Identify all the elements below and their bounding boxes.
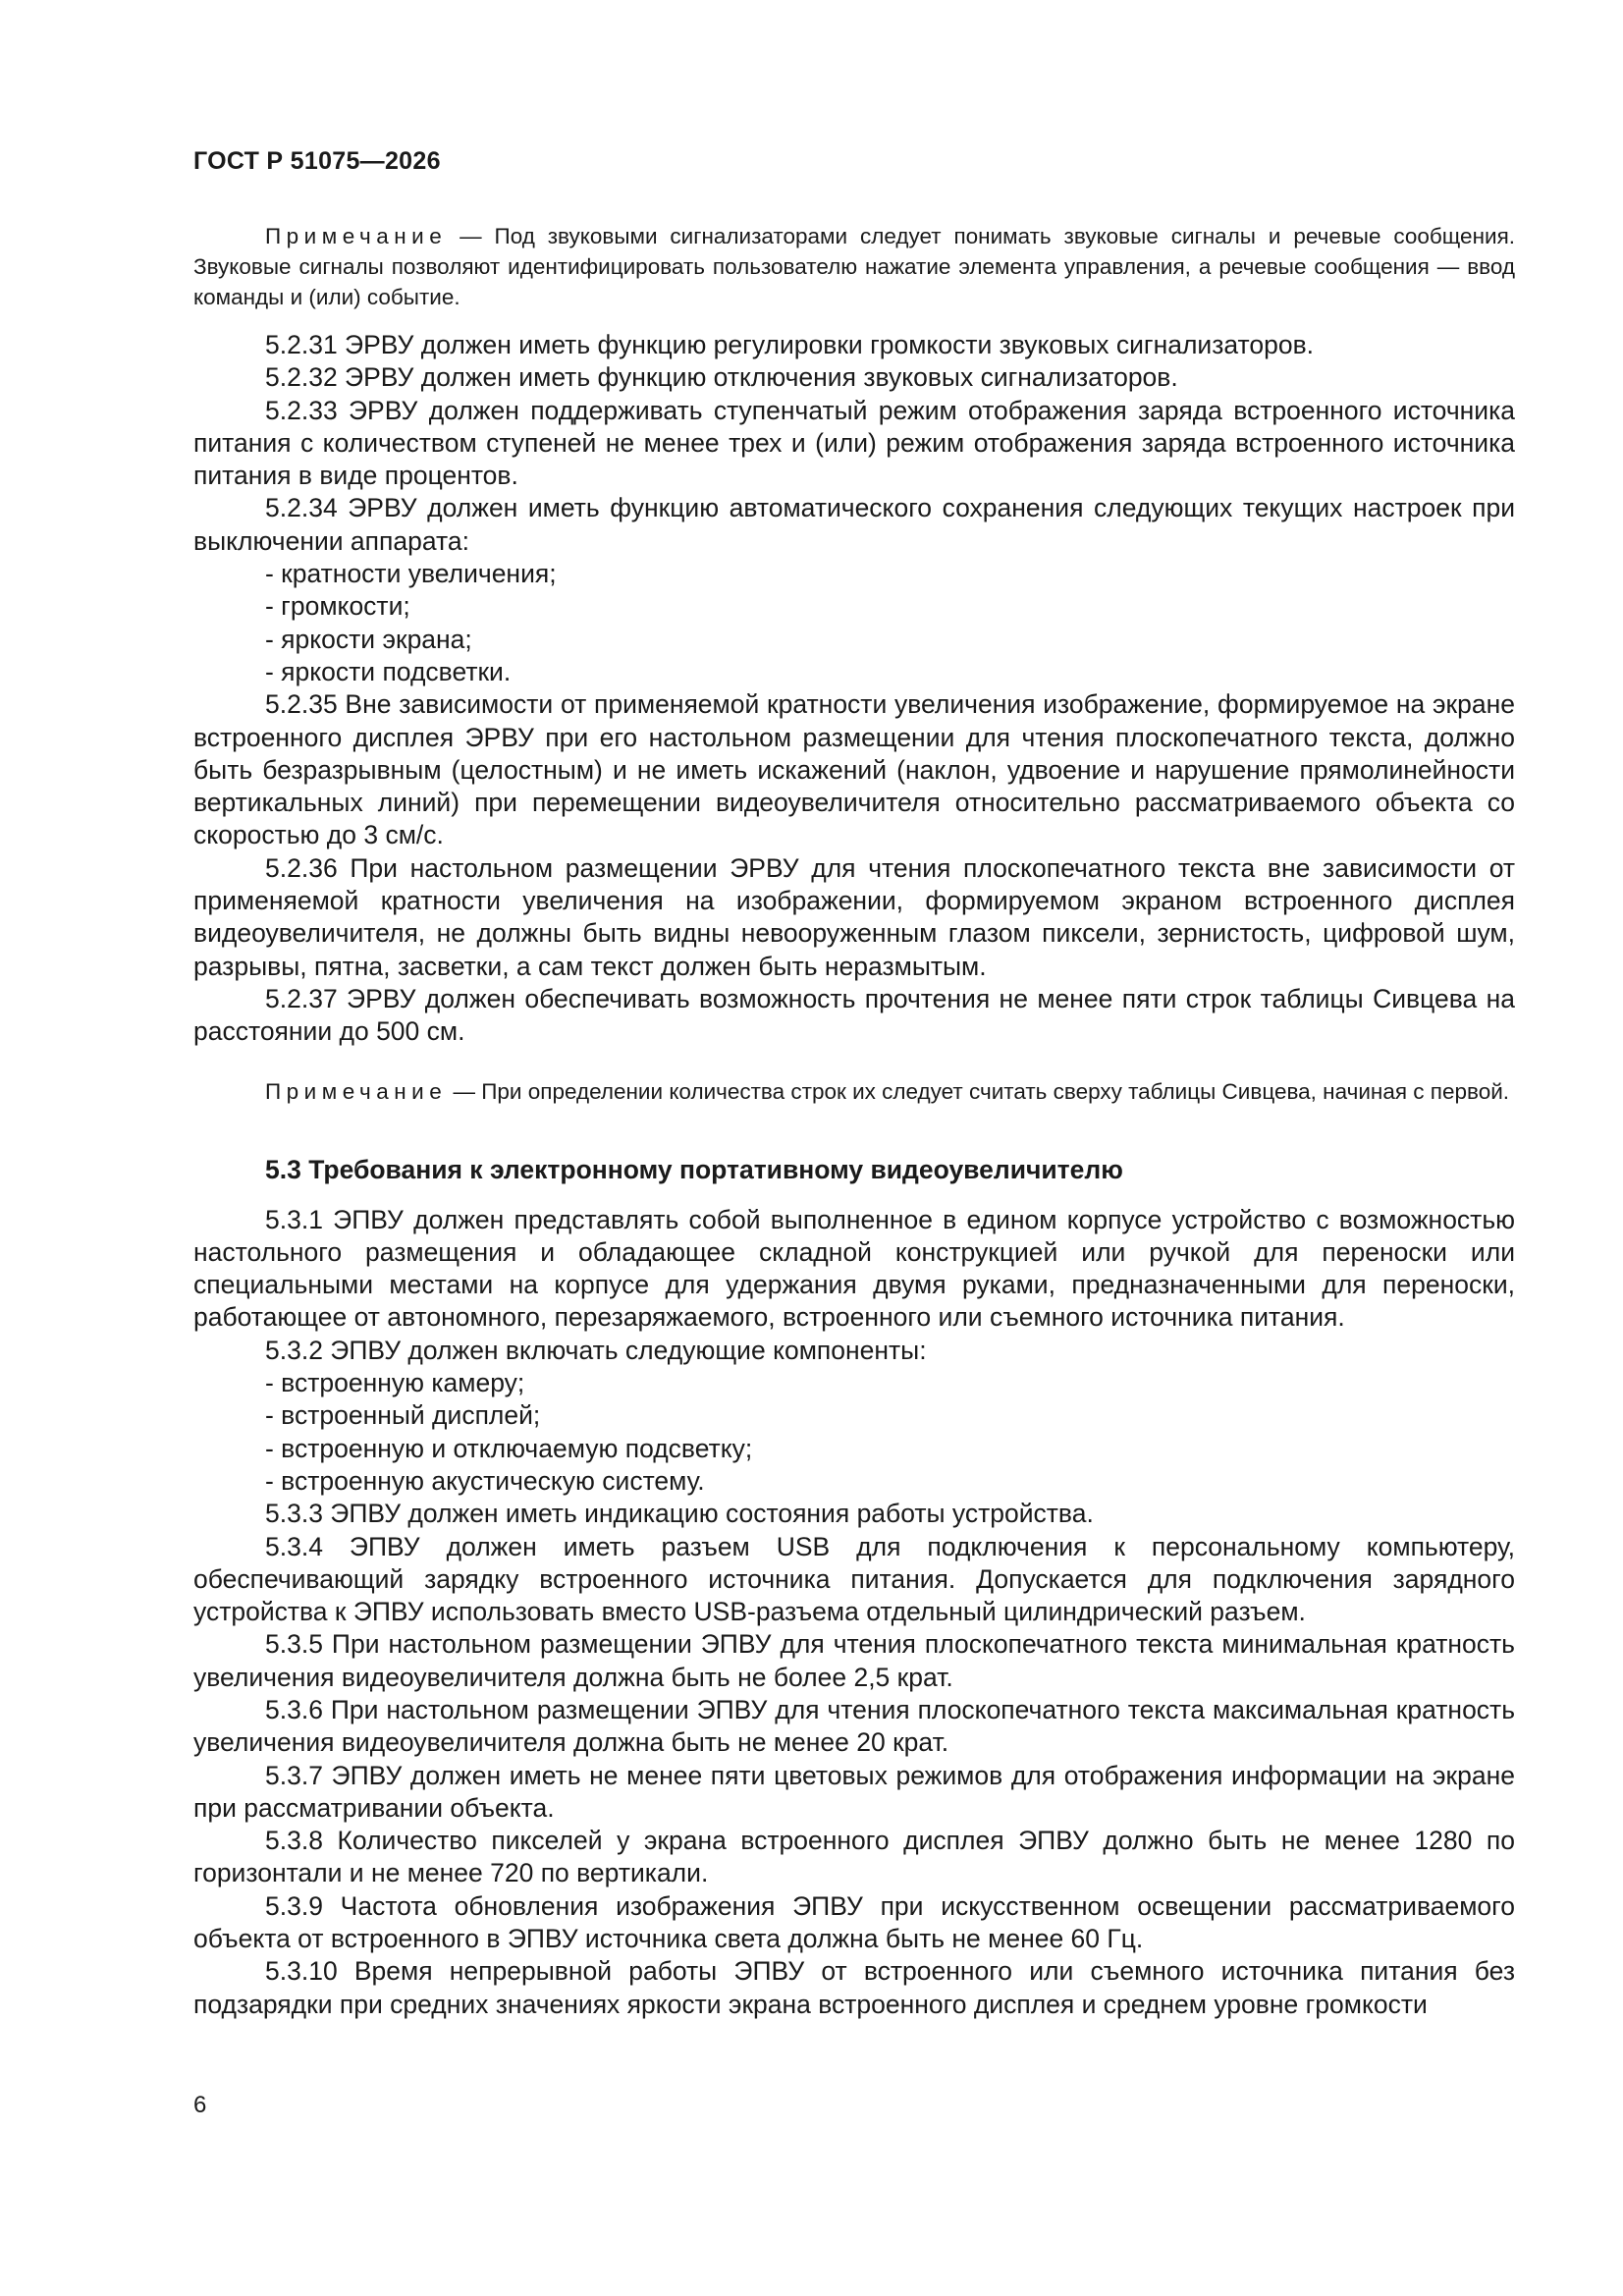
paragraph-5-2-36: 5.2.36 При настольном размещении ЭРВУ для чтения плоскопечатного текста вне зависимости от применяемой кратности увеличения на изображении, формируемом экраном встроенного дисплея видеоувеличителя, не должны быть видны невооруженным глазом пиксели, зернистость, цифровой шум, разрывы, пятна, засветки, а сам текст должен быть неразмытым. xyxy=(193,852,1515,981)
paragraph-5-2-37: 5.2.37 ЭРВУ должен обеспечивать возможность прочтения не менее пяти строк таблицы Сивцева на расстоянии до 500 см. xyxy=(193,983,1515,1047)
note-text: — Под звуковыми сигнализаторами следует понимать звуковые сигналы и речевые сообщения. Звуковые сигналы позволяют идентифицировать пользователю нажатие элемента управления, а речевые сообщения — ввод команды и (или) событие. xyxy=(193,224,1515,309)
list-item: - встроенный дисплей; xyxy=(265,1400,541,1431)
paragraph-5-2-34: 5.2.34 ЭРВУ должен иметь функцию автоматического сохранения следующих текущих настроек при выключении аппарата: xyxy=(193,493,1515,556)
list-item: - встроенную и отключаемую подсветку; xyxy=(265,1433,753,1463)
list-item: - встроенную камеру; xyxy=(265,1368,525,1398)
paragraph-5-2-31: 5.2.31 ЭРВУ должен иметь функцию регулировки громкости звуковых сигнализаторов. xyxy=(265,330,1315,359)
list-item: - громкости; xyxy=(265,591,410,622)
paragraph-5-2-35: 5.2.35 Вне зависимости от применяемой кратности увеличения изображение, формируемое на экране встроенного дисплея ЭРВУ при его настольном размещении для чтения плоскопечатного текста, должно быть безразрывным (целостным) и не иметь искажений (наклон, удвоение и нарушение прямолинейности вертикальных линий) при перемещении видеоувеличителя относительно рассматриваемого объекта со скоростью до 3 см/с. xyxy=(193,689,1515,850)
page-number: 6 xyxy=(193,2092,207,2118)
note-label: Примечание xyxy=(265,1078,448,1104)
list-item: - встроенную акустическую систему. xyxy=(265,1465,705,1496)
paragraph-5-3-1: 5.3.1 ЭПВУ должен представлять собой выполненное в едином корпусе устройство с возможностью настольного размещения и обладающее складной конструкцией или ручкой для переноски или специальными местами на корпусе для удержания двумя руками, предназначенными для переноски, работающее от автономного, перезаряжаемого, встроенного или съемного источника питания. xyxy=(193,1204,1515,1333)
paragraph-5-3-8: 5.3.8 Количество пикселей у экрана встроенного дисплея ЭПВУ должно быть не менее 1280 по горизонтали и не менее 720 по вертикали. xyxy=(193,1826,1515,1888)
note-sound-signals xyxy=(193,221,1515,312)
list-item: - яркости подсветки. xyxy=(265,656,512,686)
paragraph-5-3-6: 5.3.6 При настольном размещении ЭПВУ для чтения плоскопечатного текста максимальная кратность увеличения видеоувеличителя должна быть не менее 20 крат. xyxy=(193,1694,1515,1758)
paragraph-5-3-7: 5.3.7 ЭПВУ должен иметь не менее пяти цветовых режимов для отображения информации на экране при рассматривании объекта. xyxy=(193,1760,1515,1823)
section-heading-5-3: 5.3 Требования к электронному портативному видеоувеличителю xyxy=(265,1154,1123,1184)
paragraph-5-3-10: 5.3.10 Время непрерывной работы ЭПВУ от встроенного или съемного источника питания без подзарядки при средних значениях яркости экрана встроенного дисплея и среднем уровне громкости xyxy=(193,1956,1515,2019)
paragraph-5-2-33: 5.2.33 ЭРВУ должен поддерживать ступенчатый режим отображения заряда встроенного источника питания с количеством ступеней не менее трех и (или) режим отображения заряда встроенного источника питания в виде процентов. xyxy=(193,395,1515,491)
list-item: - яркости экрана; xyxy=(265,624,472,654)
note-sivtsev-table xyxy=(193,1076,1515,1107)
document-code-header: ГОСТ Р 51075—2026 xyxy=(193,147,441,175)
paragraph-5-3-2: 5.3.2 ЭПВУ должен включать следующие компоненты: xyxy=(265,1335,927,1365)
paragraph-5-2-32: 5.2.32 ЭРВУ должен иметь функцию отключения звуковых сигнализаторов. xyxy=(265,362,1178,393)
note-label: Примечание xyxy=(265,224,448,248)
paragraph-5-3-9: 5.3.9 Частота обновления изображения ЭПВУ при искусственном освещении рассматриваемого объекта от встроенного в ЭПВУ источника света должна быть не менее 60 Гц. xyxy=(193,1890,1515,1954)
paragraph-5-3-3: 5.3.3 ЭПВУ должен иметь индикацию состояния работы устройства. xyxy=(265,1499,1094,1529)
page-content xyxy=(193,221,1515,2021)
paragraph-5-3-4: 5.3.4 ЭПВУ должен иметь разъем USB для подключения к персональному компьютеру, обеспечивающий зарядку встроенного источника питания. Допускается для подключения зарядного устройства к ЭПВУ использовать вместо USB-разъема отдельный цилиндрический разъем. xyxy=(193,1531,1515,1627)
note-text: — При определении количества строк их следует считать сверху таблицы Сивцева, начиная с первой. xyxy=(447,1078,1510,1104)
list-item: - кратности увеличения; xyxy=(265,559,557,589)
paragraph-5-3-5: 5.3.5 При настольном размещении ЭПВУ для чтения плоскопечатного текста минимальная кратность увеличения видеоувеличителя должна быть не более 2,5 крат. xyxy=(193,1629,1515,1692)
